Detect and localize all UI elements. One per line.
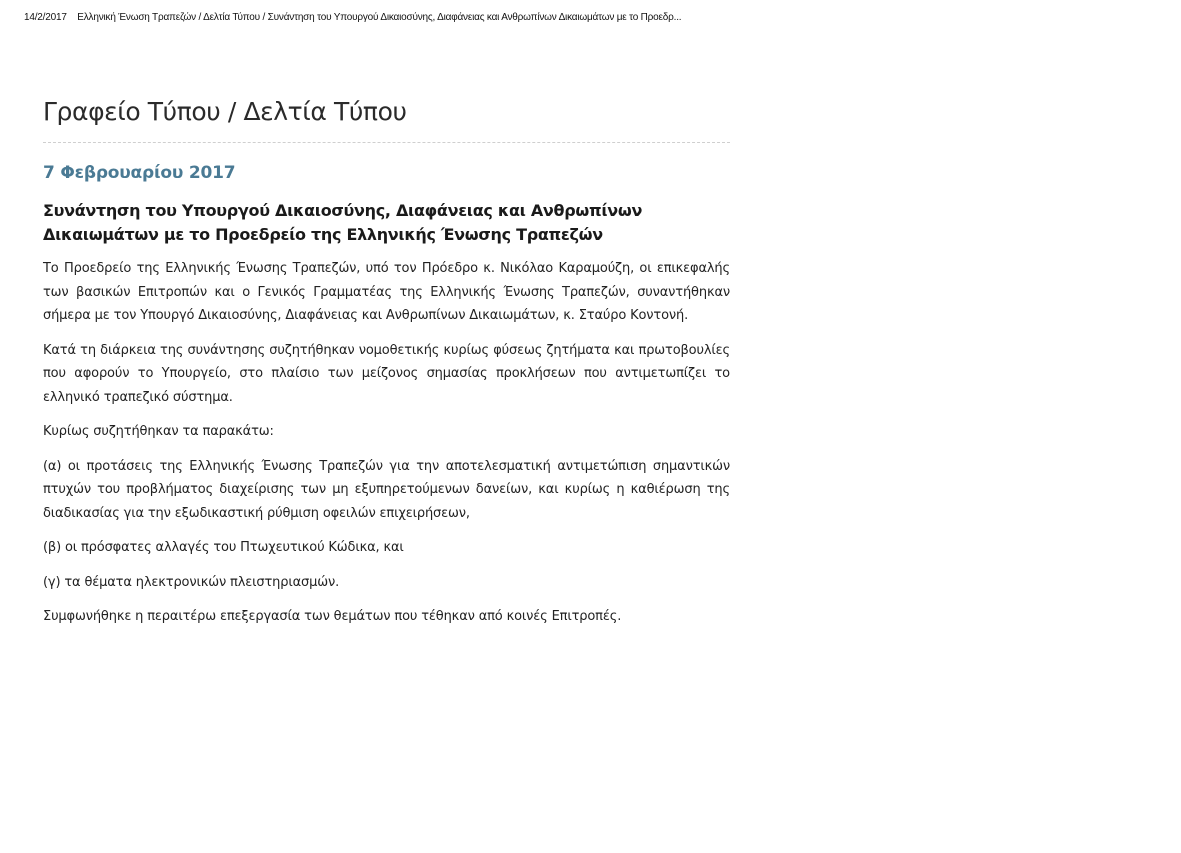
paragraph: (α) οι προτάσεις της Ελληνικής Ένωσης Τραπεζών για την αποτελεσματική αντιμετώπιση σημαντικών πτυχών του προβλήματος διαχείρισης των μη εξυπηρετούμενων δανείων, και κυρίως η καθιέρωση της διαδικασίας για την εξωδικαστική ρύθμιση οφειλών επιχειρήσεων, [43,458,730,521]
print-page-title: Ελληνική Ένωση Τραπεζών / Δελτία Τύπου / Συνάντηση του Υπουργού Δικαιοσύνης, Διαφάνειας και Ανθρωπίνων Δικαιωμάτων με το Προεδρ... [77,12,682,23]
print-date: 14/2/2017 [24,12,67,23]
print-header [24,12,784,23]
paragraph: Κυρίως συζητήθηκαν τα παρακάτω: [43,424,274,439]
paragraph: Κατά τη διάρκεια της συνάντησης συζητήθηκαν νομοθετικής κυρίως φύσεως ζητήματα και πρωτοβουλίες που αφορούν το Υπουργείο, στο πλαίσιο των μείζονος σημασίας προκλήσεων που αντιμετωπίζει το ελληνικό τραπεζικό σύστημα. [43,342,730,405]
paragraph: Συμφωνήθηκε η περαιτέρω επεξεργασία των θεμάτων που τέθηκαν από κοινές Επιτροπές. [43,609,622,624]
paragraph: (β) οι πρόσφατες αλλαγές του Πτωχευτικού Κώδικα, και [43,540,404,555]
press-release-title: Συνάντηση του Υπουργού Δικαιοσύνης, Διαφάνειας και Ανθρωπίνων Δικαιωμάτων με το Προεδρείο της Ελληνικής Ένωσης Τραπεζών [43,201,643,244]
page-title: Γραφείο Τύπου / Δελτία Τύπου [43,94,730,143]
press-release-date: 7 Φεβρουαρίου 2017 [43,163,236,183]
paragraph: Το Προεδρείο της Ελληνικής Ένωσης Τραπεζών, υπό τον Πρόεδρο κ. Νικόλαο Καραμούζη, οι επικεφαλής των βασικών Επιτροπών και ο Γενικός Γραμματέας της Ελληνικής Ένωσης Τραπεζών, συναντήθηκαν σήμερα με τον Υπουργό Δικαιοσύνης, Διαφάνειας και Ανθρωπίνων Δικαιωμάτων, κ. Σταύρο Κοντονή. [43,261,730,323]
article-content [43,94,730,629]
paragraph: (γ) τα θέματα ηλεκτρονικών πλειστηριασμών. [43,574,340,590]
